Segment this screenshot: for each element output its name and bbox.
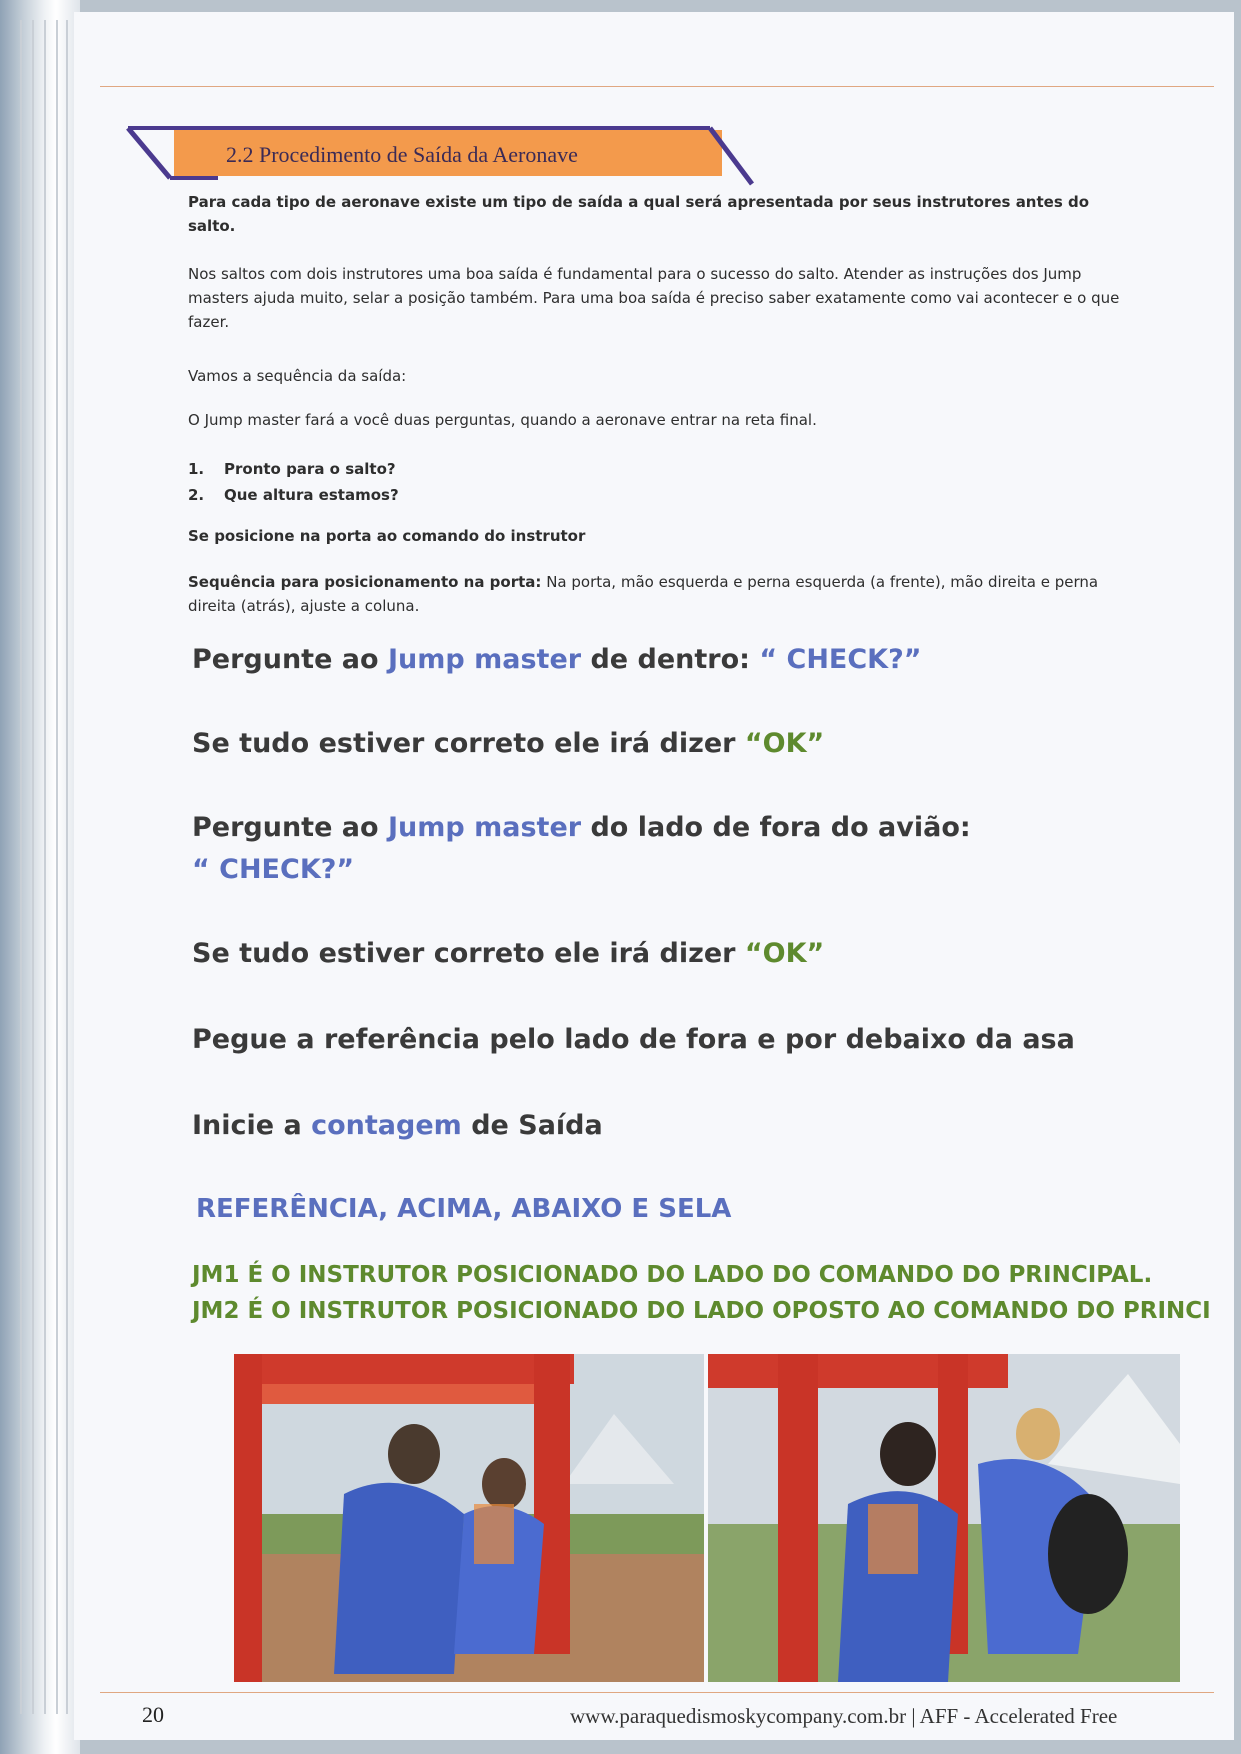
page-edge bbox=[66, 20, 68, 1714]
page-edge bbox=[20, 20, 22, 1714]
jm2-definition: JM2 É O INSTRUTOR POSICIONADO DO LADO OPOSTO AO COMANDO DO PRINCI bbox=[192, 1298, 1211, 1324]
step-ok-2: Se tudo estiver correto ele irá dizer “OK” bbox=[192, 938, 825, 969]
intro-paragraph: Para cada tipo de aeronave existe um tipo de saída a qual será apresentada por seus instrutores antes do salto. bbox=[188, 193, 1090, 235]
exit-training-photo-left bbox=[234, 1354, 704, 1682]
step-check-outside: Pergunte ao Jump master do lado de fora do avião: bbox=[192, 812, 971, 843]
paragraph-questions: O Jump master fará a você duas perguntas, quando a aeronave entrar na reta final. bbox=[188, 411, 817, 429]
page-edge bbox=[56, 20, 58, 1714]
step-check-outside-question: “ CHECK?” bbox=[192, 854, 355, 885]
jm1-definition: JM1 É O INSTRUTOR POSICIONADO DO LADO DO COMANDO DO PRINCIPAL. bbox=[192, 1262, 1153, 1288]
list-item: 1. Pronto para o salto? bbox=[188, 460, 396, 478]
door-command: Se posicione na porta ao comando do instrutor bbox=[188, 527, 586, 545]
section-title: 2.2 Procedimento de Saída da Aeronave bbox=[226, 142, 578, 167]
step-ok-1: Se tudo estiver correto ele irá dizer “OK” bbox=[192, 728, 825, 759]
paragraph-instructors: Nos saltos com dois instrutores uma boa saída é fundamental para o sucesso do salto. Atender as instruções dos Jump masters ajuda muito, selar a posição também. Para uma boa saída é preciso saber exatamente como vai acontecer e o que fazer. bbox=[188, 265, 1120, 331]
footer-url: www.paraquedismoskycompany.com.br | AFF - Accelerated Free bbox=[570, 1704, 1118, 1728]
step-check-inside: Pergunte ao Jump master de dentro: “ CHECK?” bbox=[192, 644, 922, 675]
count-sequence: REFERÊNCIA, ACIMA, ABAIXO E SELA bbox=[196, 1194, 732, 1224]
door-sequence: Sequência para posicionamento na porta: Na porta, mão esquerda e perna esquerda (a frente), mão direita e perna direita (atrás), ajuste a coluna. bbox=[188, 573, 1099, 615]
questions-list bbox=[188, 456, 399, 508]
list-item: 2. Que altura estamos? bbox=[188, 486, 399, 504]
step-count: Inicie a contagem de Saída bbox=[192, 1110, 603, 1141]
exit-training-photo-right bbox=[708, 1354, 1180, 1682]
book-spine bbox=[0, 0, 80, 1754]
page-edge bbox=[44, 20, 46, 1714]
step-reference: Pegue a referência pelo lado de fora e por debaixo da asa bbox=[192, 1024, 1075, 1055]
footer-rule bbox=[100, 1692, 1214, 1693]
paragraph-sequence: Vamos a sequência da saída: bbox=[188, 367, 407, 385]
page-edge bbox=[32, 20, 34, 1714]
page-number: 20 bbox=[142, 1702, 164, 1727]
header-rule bbox=[100, 86, 1214, 87]
document-page bbox=[74, 12, 1234, 1740]
section-header bbox=[118, 112, 758, 202]
